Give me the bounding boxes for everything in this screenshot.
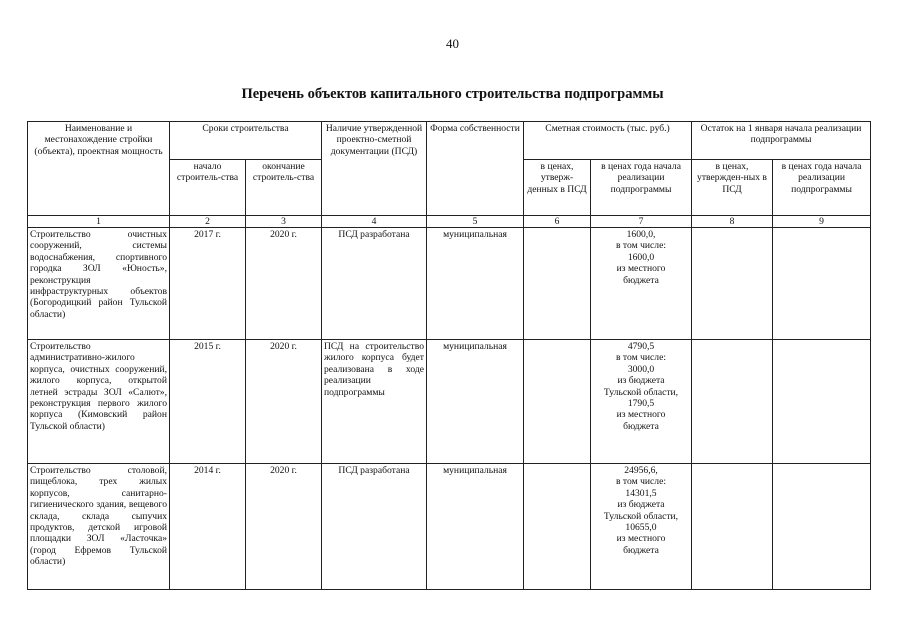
header-name: Наименование и местонахождение стройки (объекта), проектная мощность (28, 122, 170, 216)
end-year: 2020 г. (246, 464, 322, 590)
cost-current: 24956,6, в том числе: 14301,5 из бюджета Тульской области, 10655,0 из местного бюджета (591, 464, 692, 590)
ownership-form: муниципальная (427, 464, 524, 590)
header-cost: Сметная стоимость (тыс. руб.) (524, 122, 692, 160)
column-number: 6 (524, 216, 591, 228)
header-rem-approved: в ценах, утвержден-ных в ПСД (692, 160, 773, 216)
start-year: 2017 г. (170, 228, 246, 340)
table-row (28, 228, 871, 340)
remainder-approved (692, 464, 773, 590)
header-cost-approved: в ценах, утверж-денных в ПСД (524, 160, 591, 216)
capital-construction-table (27, 121, 871, 590)
page-number: 40 (446, 36, 459, 51)
psd-status: ПСД разработана (322, 228, 427, 340)
remainder-current (773, 340, 871, 464)
header-remainder: Остаток на 1 января начала реализации подпрограммы (692, 122, 871, 160)
cost-approved (524, 464, 591, 590)
column-number: 2 (170, 216, 246, 228)
cost-approved (524, 228, 591, 340)
psd-status: ПСД разработана (322, 464, 427, 590)
ownership-form: муниципальная (427, 340, 524, 464)
start-year: 2015 г. (170, 340, 246, 464)
document-title: Перечень объектов капитального строительства подпрограммы (241, 86, 664, 102)
remainder-approved (692, 228, 773, 340)
column-number-row (28, 216, 871, 228)
cost-approved (524, 340, 591, 464)
object-name: Строительство очистных сооружений, системы водоснабжения, спортивного городка ЗОЛ «Юность», реконструкция инфраструктурных объектов (Богородицкий район Тульской области) (28, 228, 170, 340)
ownership-form: муниципальная (427, 228, 524, 340)
table-row (28, 340, 871, 464)
end-year: 2020 г. (246, 340, 322, 464)
start-year: 2014 г. (170, 464, 246, 590)
header-cost-current: в ценах года начала реализации подпрограммы (591, 160, 692, 216)
column-number: 1 (28, 216, 170, 228)
header-row-1 (28, 122, 871, 160)
end-year: 2020 г. (246, 228, 322, 340)
object-name: Строительство столовой, пищеблока, трех жилых корпусов, санитарно-гигиенического здания, вещевого склада, склада сыпучих продуктов, детской игровой площадки ЗОЛ «Ласточка» (город Ефремов Тульской области) (28, 464, 170, 590)
header-terms: Сроки строительства (170, 122, 322, 160)
remainder-current (773, 228, 871, 340)
column-number: 8 (692, 216, 773, 228)
header-end: окончание строитель-ства (246, 160, 322, 216)
object-name: Строительство административно-жилого корпуса, очистных сооружений, жилого корпуса, открытой летней эстрады ЗОЛ «Салют», реконструкция первого жилого корпуса (Кимовский район Тульской области) (28, 340, 170, 464)
remainder-approved (692, 340, 773, 464)
column-number: 3 (246, 216, 322, 228)
table-row (28, 464, 871, 590)
column-number: 9 (773, 216, 871, 228)
column-number: 4 (322, 216, 427, 228)
header-rem-current: в ценах года начала реализации подпрограммы (773, 160, 871, 216)
cost-current: 4790,5 в том числе: 3000,0 из бюджета Тульской области, 1790,5 из местного бюджета (591, 340, 692, 464)
header-ownership: Форма собственности (427, 122, 524, 216)
psd-status: ПСД на строительство жилого корпуса будет реализована в ходе реализации подпрограммы (322, 340, 427, 464)
header-psd: Наличие утвержденной проектно-сметной документации (ПСД) (322, 122, 427, 216)
column-number: 7 (591, 216, 692, 228)
cost-current: 1600,0, в том числе: 1600,0 из местного бюджета (591, 228, 692, 340)
column-number: 5 (427, 216, 524, 228)
header-start: начало строитель-ства (170, 160, 246, 216)
remainder-current (773, 464, 871, 590)
